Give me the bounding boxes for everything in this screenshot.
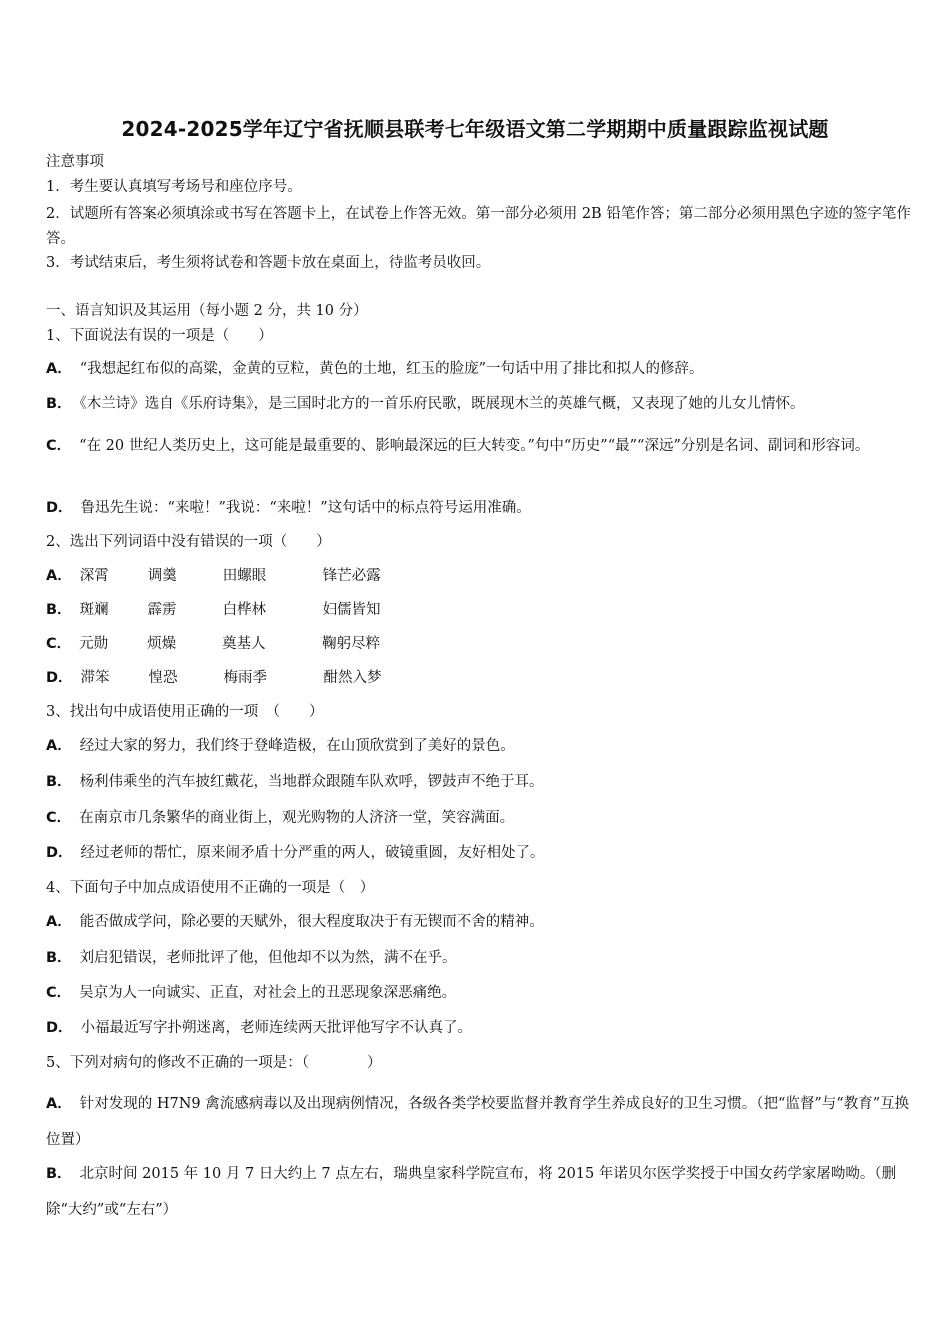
option-label: A． [46,361,72,377]
option-word: 酣然入梦 [323,670,382,686]
option-label: B． [46,396,72,412]
option-label: D． [46,1020,73,1036]
option-row [46,736,920,756]
question-stem: 1、下面说法有误的一项是（ ） [46,328,273,344]
option-text: 刘启犯错误，老师批评了他，但他却不以为然，满不在乎。 [79,950,457,966]
option-label: C． [46,438,72,454]
option-word: 奠基人 [222,636,266,652]
section-heading: 一、语言知识及其运用（每小题 2 分，共 10 分） [46,303,368,319]
option-word: 白桦林 [222,602,267,618]
option-text: 经过老师的帮忙，原来闹矛盾十分严重的两人，破镜重圆，友好相处了。 [80,845,545,861]
option-label: D． [46,845,73,861]
option-text: 北京时间 2015 年 10 月 7 日大约上 7 点左右，瑞典皇家科学院宣布，将 2015 年诺贝尔医学奖授于中国女药学家屠呦呦。（删除“大约”或“左右”） [46,1166,897,1218]
option-word: 斑斓 [79,602,109,618]
option-row [46,1086,916,1158]
option-row [46,600,920,620]
option-row [46,912,920,932]
notice-item: 3．考试结束后，考生须将试卷和答题卡放在桌面上，待监考员收回。 [46,255,491,271]
option-row [46,983,920,1003]
option-row [46,772,920,792]
option-row [46,566,920,586]
option-row [46,498,920,518]
option-label: A． [46,568,72,584]
option-word: 调羹 [147,568,177,584]
option-row [46,808,920,828]
notice-heading: 注意事项 [46,154,104,170]
question-stem: 4、下面句子中加点成语使用不正确的一项是（ ） [46,880,375,896]
option-text: “在 20 世纪人类历史上，这可能是最重要的、影响最深远的巨大转变。”句中“历史”“最”“深远”分别是名词、副词和形容词。 [79,438,870,454]
option-text: 《木兰诗》选自《乐府诗集》，是三国时北方的一首乐府民歌，既展现木兰的英雄气概，又表现了她的儿女儿情怀。 [79,396,805,412]
option-word: 妇儒皆知 [322,602,381,618]
notice-item: 1．考生要认真填写考场号和座位序号。 [46,179,302,195]
option-word: 锋芒必露 [322,568,381,584]
option-row [46,394,920,414]
option-word: 烦燥 [147,636,177,652]
option-word: 深霄 [79,568,109,584]
option-label: B． [46,602,72,618]
option-text: 吴京为人一向诚实、正直，对社会上的丑恶现象深恶痛绝。 [79,985,457,1001]
option-text: 经过大家的努力，我们终于登峰造极，在山顶欣赏到了美好的景色。 [79,738,515,754]
option-label: A． [46,1096,72,1112]
notice-item: 2．试题所有答案必须填涂或书写在答题卡上，在试卷上作答无效。第一部分必须用 2B 铅笔作答；第二部分必须用黑色字迹的签字笔作答。 [46,206,911,247]
option-row [46,948,920,968]
option-text: 鲁迅先生说：“来啦！”我说：“来啦！”这句话中的标点符号运用准确。 [80,500,531,516]
option-label: D． [46,670,73,686]
option-text: 针对发现的 H7N9 禽流感病毒以及出现病例情况，各级各类学校要监督并教育学生养成良好的卫生习惯。（把“监督”与“教育”互换位置） [46,1096,910,1148]
page-title: 2024-2025学年辽宁省抚顺县联考七年级语文第二学期期中质量跟踪监视试题 [121,117,829,141]
option-word: 梅雨季 [223,670,268,686]
option-label: B． [46,950,72,966]
option-text: 小福最近写字扑朔迷离，老师连续两天批评他写字不认真了。 [80,1020,473,1036]
option-text: 能否做成学问，除必要的天赋外，很大程度取决于有无锲而不舍的精神。 [79,914,544,930]
option-row [46,1156,916,1228]
option-word: 霹雳 [147,602,177,618]
option-row [46,428,916,464]
option-label: B． [46,1166,72,1182]
option-word: 鞠躬尽粹 [322,636,381,652]
option-label: C． [46,985,72,1001]
question-stem: 5、下列对病句的修改不正确的一项是：（ ） [46,1055,382,1071]
question-stem: 2、选出下列词语中没有错误的一项（ ） [46,534,331,550]
option-word: 惶恐 [148,670,178,686]
option-row [46,668,920,688]
option-row [46,843,920,863]
option-row [46,359,920,379]
option-word: 田螺眼 [222,568,267,584]
option-label: C． [46,636,72,652]
option-word: 滞笨 [80,670,110,686]
option-label: A． [46,738,72,754]
option-text: “我想起红布似的高粱，金黄的豆粒，黄色的土地，红玉的脸庞”一句话中用了排比和拟人的修辞。 [79,361,704,377]
option-row [46,634,920,654]
option-row [46,1018,920,1038]
option-label: C． [46,810,72,826]
option-label: D． [46,500,73,516]
option-label: A． [46,914,72,930]
question-stem: 3、找出句中成语使用正确的一项 （ ） [46,704,324,720]
option-text: 在南京市几条繁华的商业街上，观光购物的人济济一堂，笑容满面。 [79,810,515,826]
option-label: B． [46,774,72,790]
option-word: 元勋 [79,636,109,652]
option-text: 杨利伟乘坐的汽车披红戴花，当地群众跟随车队欢呼，锣鼓声不绝于耳。 [79,774,544,790]
